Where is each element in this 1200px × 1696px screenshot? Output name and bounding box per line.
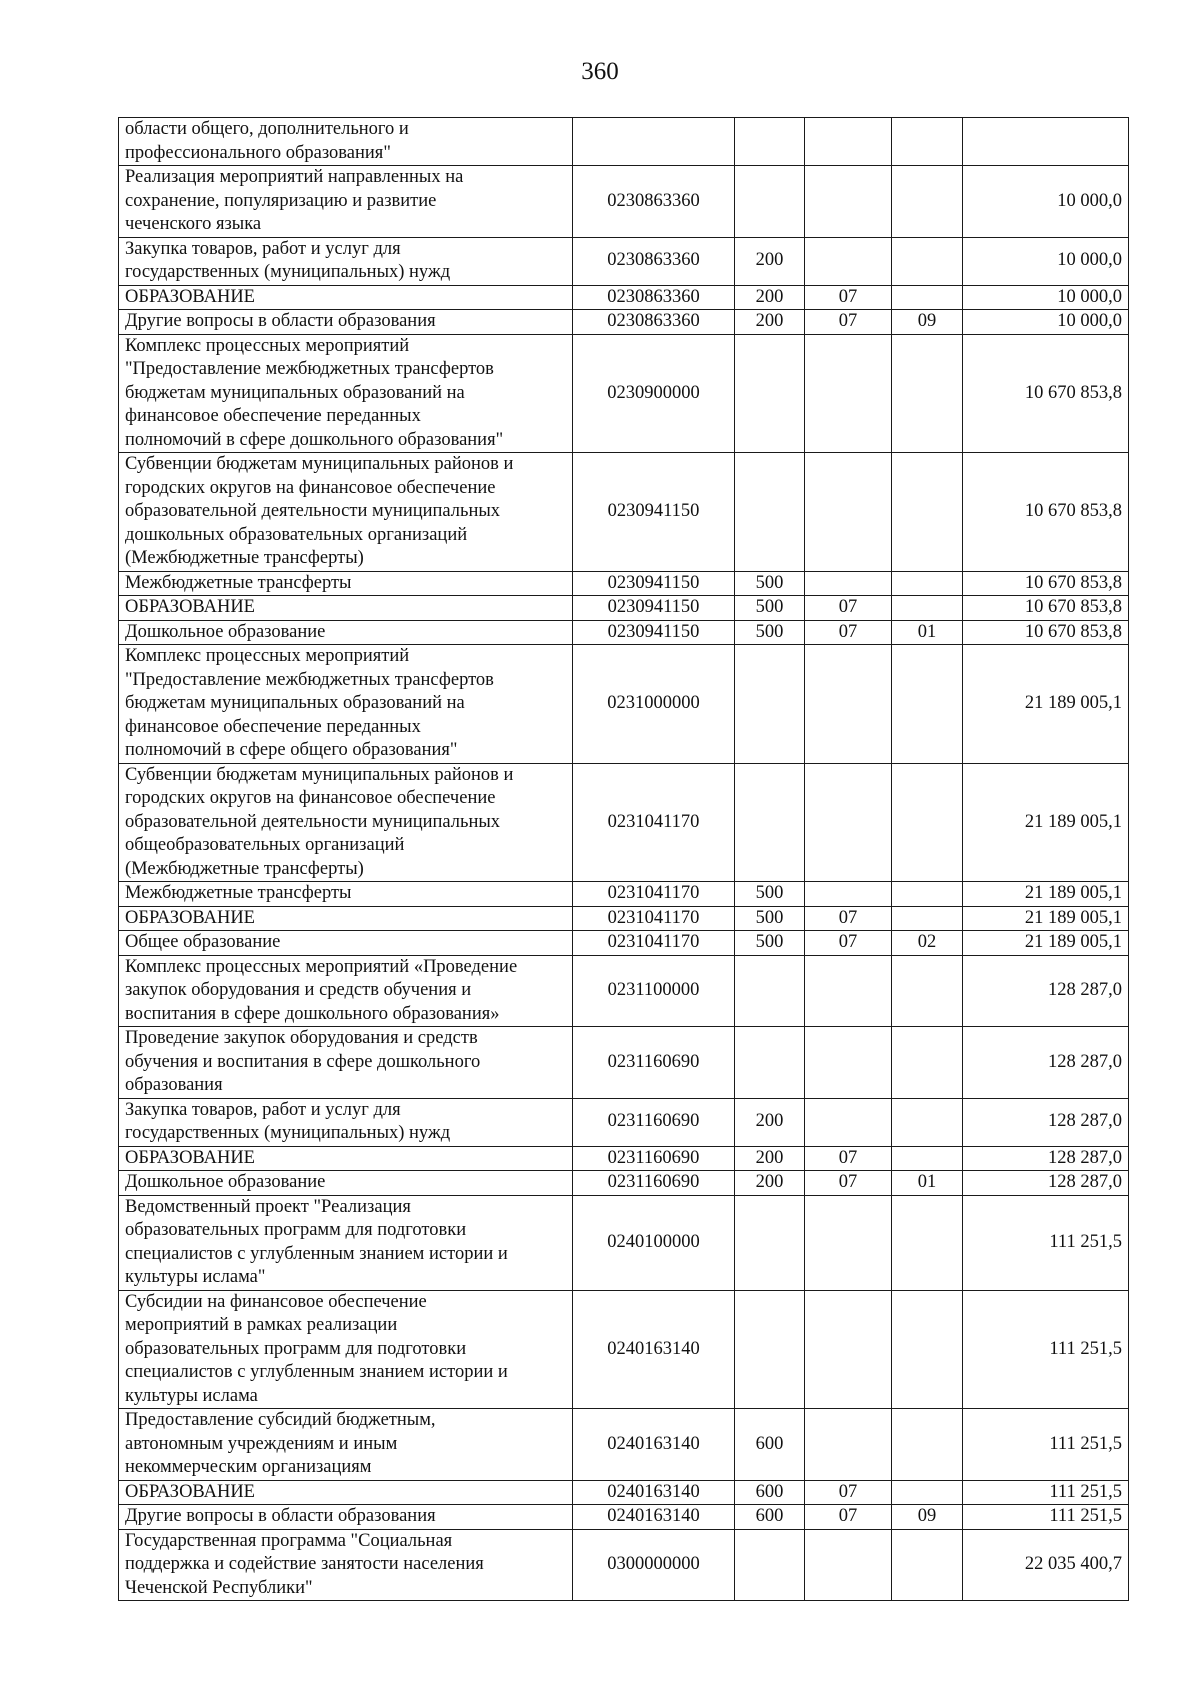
expense-type-cell [735, 955, 805, 1027]
table-row [119, 955, 1129, 1027]
table-row [119, 1146, 1129, 1171]
target-code-cell: 0231160690 [573, 1027, 735, 1099]
section-cell: 07 [805, 620, 892, 645]
table-row [119, 620, 1129, 645]
expense-type-cell: 600 [735, 1480, 805, 1505]
target-code-cell: 0231000000 [573, 645, 735, 764]
amount-cell: 128 287,0 [963, 1171, 1129, 1196]
section-cell: 07 [805, 1171, 892, 1196]
amount-cell: 111 251,5 [963, 1195, 1129, 1290]
table-row [119, 334, 1129, 453]
target-code-cell: 0230941150 [573, 620, 735, 645]
table-row [119, 1409, 1129, 1481]
target-code-cell: 0230863360 [573, 285, 735, 310]
subsection-cell [892, 571, 963, 596]
table-row [119, 237, 1129, 285]
subsection-cell [892, 1098, 963, 1146]
expense-type-cell: 500 [735, 931, 805, 956]
table-row [119, 1290, 1129, 1409]
section-cell [805, 571, 892, 596]
row-name-cell: Дошкольное образование [119, 620, 573, 645]
subsection-cell [892, 906, 963, 931]
expense-type-cell [735, 1027, 805, 1099]
row-name-cell: Предоставление субсидий бюджетным, автономным учреждениям и иным некоммерческим организациям [119, 1409, 573, 1481]
table-row [119, 310, 1129, 335]
amount-cell [963, 118, 1129, 166]
amount-cell: 10 670 853,8 [963, 596, 1129, 621]
section-cell [805, 334, 892, 453]
expense-type-cell: 200 [735, 237, 805, 285]
section-cell: 07 [805, 310, 892, 335]
section-cell [805, 763, 892, 882]
expense-type-cell: 500 [735, 596, 805, 621]
subsection-cell [892, 955, 963, 1027]
row-name-cell: Комплекс процессных мероприятий "Предоставление межбюджетных трансфертов бюджетам муниципальных образований на финансовое обеспечение переданных полномочий в сфере дошкольного образования" [119, 334, 573, 453]
expense-type-cell [735, 1529, 805, 1601]
subsection-cell [892, 237, 963, 285]
section-cell [805, 1098, 892, 1146]
row-name-cell: ОБРАЗОВАНИЕ [119, 906, 573, 931]
page-number: 360 [581, 58, 619, 85]
section-cell: 07 [805, 596, 892, 621]
target-code-cell: 0230900000 [573, 334, 735, 453]
target-code-cell: 0240100000 [573, 1195, 735, 1290]
section-cell [805, 166, 892, 238]
row-name-cell: ОБРАЗОВАНИЕ [119, 1480, 573, 1505]
section-cell [805, 118, 892, 166]
target-code-cell: 0240163140 [573, 1409, 735, 1481]
subsection-cell [892, 334, 963, 453]
subsection-cell [892, 882, 963, 907]
budget-table [118, 117, 1129, 1601]
row-name-cell: Реализация мероприятий направленных на сохранение, популяризацию и развитие чеченского языка [119, 166, 573, 238]
expense-type-cell: 200 [735, 1171, 805, 1196]
row-name-cell: Субвенции бюджетам муниципальных районов и городских округов на финансовое обеспечение образовательной деятельности муниципальных дошкольных образовательных организаций (Межбюджетные трансферты) [119, 453, 573, 572]
expense-type-cell [735, 1195, 805, 1290]
table-row [119, 1171, 1129, 1196]
subsection-cell: 09 [892, 310, 963, 335]
section-cell: 07 [805, 931, 892, 956]
table-row [119, 931, 1129, 956]
row-name-cell: области общего, дополнительного и профессионального образования" [119, 118, 573, 166]
target-code-cell: 0231041170 [573, 763, 735, 882]
expense-type-cell [735, 763, 805, 882]
subsection-cell [892, 1480, 963, 1505]
target-code-cell: 0231160690 [573, 1098, 735, 1146]
table-row [119, 1098, 1129, 1146]
target-code-cell: 0231100000 [573, 955, 735, 1027]
amount-cell: 21 189 005,1 [963, 931, 1129, 956]
row-name-cell: ОБРАЗОВАНИЕ [119, 1146, 573, 1171]
expense-type-cell [735, 118, 805, 166]
target-code-cell: 0230863360 [573, 237, 735, 285]
target-code-cell [573, 118, 735, 166]
expense-type-cell: 200 [735, 310, 805, 335]
amount-cell: 111 251,5 [963, 1290, 1129, 1409]
row-name-cell: Субвенции бюджетам муниципальных районов и городских округов на финансовое обеспечение образовательной деятельности муниципальных общеобразовательных организаций (Межбюджетные трансферты) [119, 763, 573, 882]
row-name-cell: Межбюджетные трансферты [119, 571, 573, 596]
target-code-cell: 0230941150 [573, 453, 735, 572]
row-name-cell: Комплекс процессных мероприятий "Предоставление межбюджетных трансфертов бюджетам муниципальных образований на финансовое обеспечение переданных полномочий в сфере общего образования" [119, 645, 573, 764]
target-code-cell: 0300000000 [573, 1529, 735, 1601]
section-cell [805, 1529, 892, 1601]
target-code-cell: 0230941150 [573, 596, 735, 621]
section-cell: 07 [805, 1480, 892, 1505]
target-code-cell: 0240163140 [573, 1480, 735, 1505]
amount-cell: 10 000,0 [963, 166, 1129, 238]
target-code-cell: 0231041170 [573, 931, 735, 956]
table-row [119, 1529, 1129, 1601]
row-name-cell: Межбюджетные трансферты [119, 882, 573, 907]
subsection-cell [892, 1529, 963, 1601]
row-name-cell: Ведомственный проект "Реализация образовательных программ для подготовки специалистов с углубленным знанием истории и культуры ислама" [119, 1195, 573, 1290]
table-row [119, 596, 1129, 621]
amount-cell: 10 670 853,8 [963, 571, 1129, 596]
target-code-cell: 0230863360 [573, 166, 735, 238]
expense-type-cell: 200 [735, 285, 805, 310]
target-code-cell: 0230941150 [573, 571, 735, 596]
expense-type-cell [735, 166, 805, 238]
subsection-cell: 01 [892, 620, 963, 645]
amount-cell: 111 251,5 [963, 1480, 1129, 1505]
amount-cell: 128 287,0 [963, 1098, 1129, 1146]
amount-cell: 10 670 853,8 [963, 334, 1129, 453]
section-cell: 07 [805, 1146, 892, 1171]
table-row [119, 571, 1129, 596]
table-row [119, 906, 1129, 931]
section-cell [805, 955, 892, 1027]
amount-cell: 10 000,0 [963, 310, 1129, 335]
expense-type-cell: 500 [735, 571, 805, 596]
expense-type-cell [735, 453, 805, 572]
row-name-cell: ОБРАЗОВАНИЕ [119, 596, 573, 621]
section-cell: 07 [805, 906, 892, 931]
subsection-cell [892, 1027, 963, 1099]
expense-type-cell: 200 [735, 1098, 805, 1146]
table-row [119, 1027, 1129, 1099]
table-row [119, 763, 1129, 882]
row-name-cell: Общее образование [119, 931, 573, 956]
table-row [119, 1480, 1129, 1505]
expense-type-cell [735, 1290, 805, 1409]
target-code-cell: 0240163140 [573, 1505, 735, 1530]
amount-cell: 21 189 005,1 [963, 882, 1129, 907]
section-cell [805, 453, 892, 572]
table-row [119, 1505, 1129, 1530]
amount-cell: 21 189 005,1 [963, 645, 1129, 764]
subsection-cell [892, 596, 963, 621]
expense-type-cell: 500 [735, 620, 805, 645]
table-row [119, 285, 1129, 310]
target-code-cell: 0231160690 [573, 1171, 735, 1196]
row-name-cell: Другие вопросы в области образования [119, 1505, 573, 1530]
subsection-cell [892, 118, 963, 166]
row-name-cell: Другие вопросы в области образования [119, 310, 573, 335]
section-cell [805, 1027, 892, 1099]
subsection-cell [892, 1195, 963, 1290]
row-name-cell: Закупка товаров, работ и услуг для государственных (муниципальных) нужд [119, 1098, 573, 1146]
subsection-cell [892, 763, 963, 882]
section-cell [805, 1290, 892, 1409]
subsection-cell [892, 1290, 963, 1409]
amount-cell: 10 000,0 [963, 237, 1129, 285]
subsection-cell: 02 [892, 931, 963, 956]
row-name-cell: Субсидии на финансовое обеспечение мероприятий в рамках реализации образовательных программ для подготовки специалистов с углубленным знанием истории и культуры ислама [119, 1290, 573, 1409]
row-name-cell: Проведение закупок оборудования и средств обучения и воспитания в сфере дошкольного образования [119, 1027, 573, 1099]
row-name-cell: Государственная программа "Социальная поддержка и содействие занятости населения Чеченской Республики" [119, 1529, 573, 1601]
target-code-cell: 0231041170 [573, 882, 735, 907]
subsection-cell: 01 [892, 1171, 963, 1196]
table-row [119, 1195, 1129, 1290]
subsection-cell: 09 [892, 1505, 963, 1530]
table-row [119, 166, 1129, 238]
table-row [119, 882, 1129, 907]
row-name-cell: Комплекс процессных мероприятий «Проведение закупок оборудования и средств обучения и воспитания в сфере дошкольного образования» [119, 955, 573, 1027]
amount-cell: 10 670 853,8 [963, 620, 1129, 645]
expense-type-cell: 600 [735, 1409, 805, 1481]
row-name-cell: Дошкольное образование [119, 1171, 573, 1196]
expense-type-cell [735, 334, 805, 453]
amount-cell: 111 251,5 [963, 1409, 1129, 1481]
table-row [119, 453, 1129, 572]
budget-table-body [119, 118, 1129, 1601]
target-code-cell: 0231041170 [573, 906, 735, 931]
target-code-cell: 0240163140 [573, 1290, 735, 1409]
subsection-cell [892, 453, 963, 572]
amount-cell: 10 670 853,8 [963, 453, 1129, 572]
amount-cell: 21 189 005,1 [963, 906, 1129, 931]
row-name-cell: Закупка товаров, работ и услуг для государственных (муниципальных) нужд [119, 237, 573, 285]
section-cell [805, 1195, 892, 1290]
table-row [119, 645, 1129, 764]
amount-cell: 111 251,5 [963, 1505, 1129, 1530]
expense-type-cell: 500 [735, 906, 805, 931]
section-cell: 07 [805, 1505, 892, 1530]
amount-cell: 10 000,0 [963, 285, 1129, 310]
target-code-cell: 0231160690 [573, 1146, 735, 1171]
section-cell [805, 1409, 892, 1481]
amount-cell: 128 287,0 [963, 955, 1129, 1027]
section-cell [805, 882, 892, 907]
expense-type-cell: 500 [735, 882, 805, 907]
subsection-cell [892, 1409, 963, 1481]
section-cell: 07 [805, 285, 892, 310]
expense-type-cell: 200 [735, 1146, 805, 1171]
amount-cell: 128 287,0 [963, 1146, 1129, 1171]
section-cell [805, 645, 892, 764]
expense-type-cell [735, 645, 805, 764]
amount-cell: 22 035 400,7 [963, 1529, 1129, 1601]
expense-type-cell: 600 [735, 1505, 805, 1530]
subsection-cell [892, 166, 963, 238]
section-cell [805, 237, 892, 285]
subsection-cell [892, 1146, 963, 1171]
subsection-cell [892, 285, 963, 310]
target-code-cell: 0230863360 [573, 310, 735, 335]
amount-cell: 21 189 005,1 [963, 763, 1129, 882]
amount-cell: 128 287,0 [963, 1027, 1129, 1099]
table-row [119, 118, 1129, 166]
row-name-cell: ОБРАЗОВАНИЕ [119, 285, 573, 310]
subsection-cell [892, 645, 963, 764]
